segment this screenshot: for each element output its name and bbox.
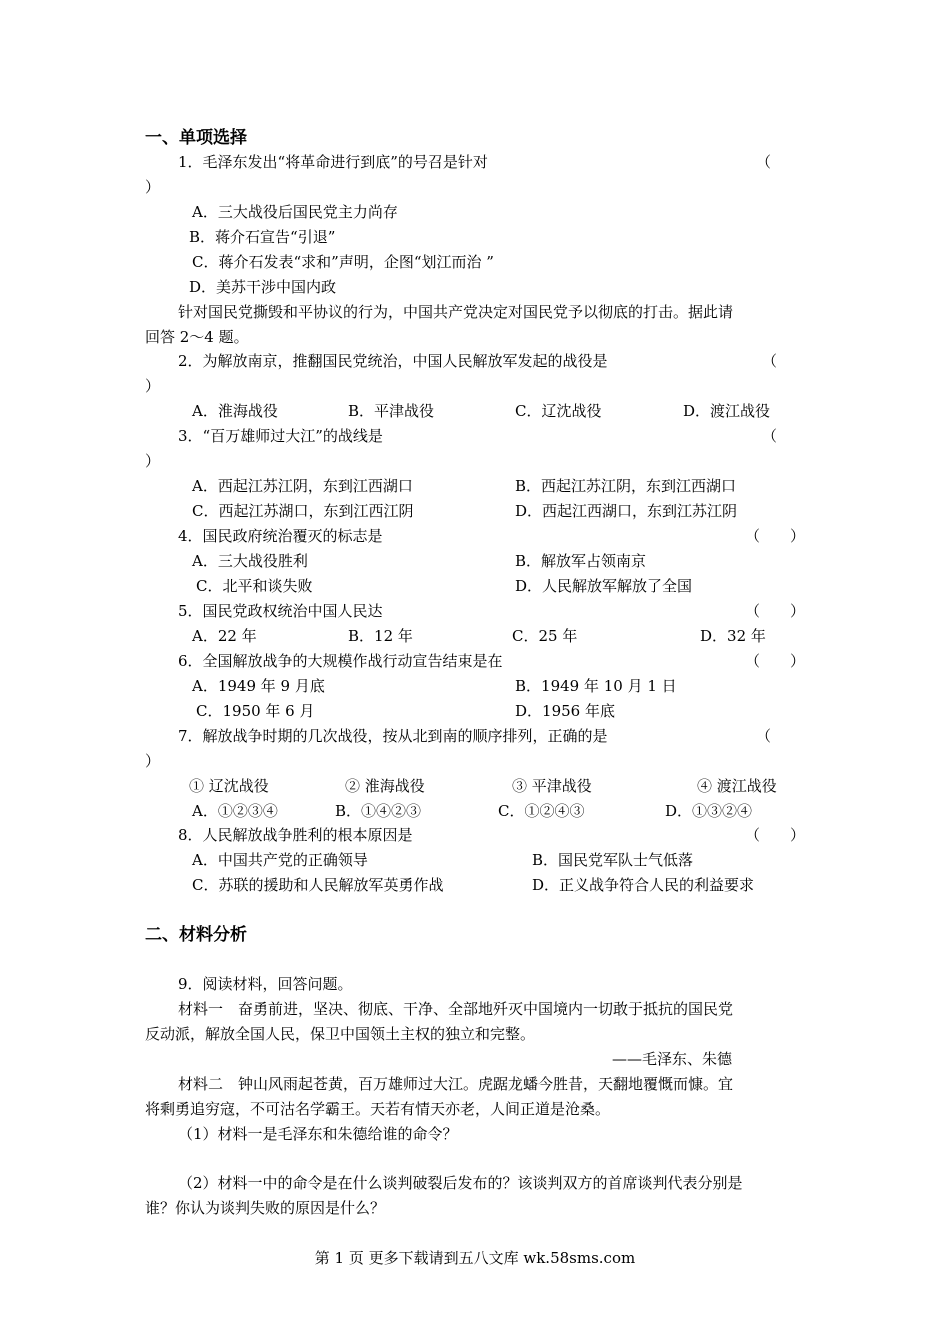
q9-material-2-line-2: 将剩勇追穷寇，不可沽名学霸王。天若有情天亦老，人间正道是沧桑。 [145,1100,611,1118]
q6-stem: 6．全国解放战争的大规模作战行动宣告结束是在 [178,652,503,670]
q3-option-a: A．西起江苏江阴，东到江西湖口 [192,477,413,495]
q9-part-2-line-1: （2）材料一中的命令是在什么谈判破裂后发布的？该谈判双方的首席谈判代表分别是 [178,1174,743,1192]
q4-option-b: B．解放军占领南京 [515,552,647,570]
q9-part-2-line-2: 谁？你认为谈判失败的原因是什么？ [145,1199,386,1217]
q9-part-1: （1）材料一是毛泽东和朱德给谁的命令？ [178,1125,458,1143]
q2-option-b: B．平津战役 [348,402,435,420]
page-footer: 第 1 页 更多下载请到五八文库 wk.58sms.com [314,1249,636,1267]
q8-option-c: C．苏联的援助和人民解放军英勇作战 [192,876,444,894]
q6-option-c: C．1950 年 6 月 [196,702,315,720]
q5-option-d: D．32 年 [700,627,766,645]
intro-line-1: 针对国民党撕毁和平协议的行为，中国共产党决定对国民党予以彻底的打击。据此请 [178,303,734,321]
q2-paren-close: ） [145,377,161,395]
q2-paren-open: （ [762,352,778,370]
q9-material-1-line-1: 材料一 奋勇前进，坚决、彻底、干净、全部地歼灭中国境内一切敢于抵抗的国民党 [178,1000,734,1018]
q1-option-b: B．蒋介石宣告“引退” [189,228,336,246]
section-title-1: 一、单项选择 [145,128,247,148]
q5-paren: （ ） [745,602,806,620]
q9-material-2-line-1: 材料二 钟山风雨起苍黄，百万雄师过大江。虎踞龙蟠今胜昔，天翻地覆慨而慷。宜 [178,1075,734,1093]
section-title-2: 二、材料分析 [145,925,247,945]
q1-paren-close: ） [145,178,161,196]
q2-option-a: A．淮海战役 [192,402,278,420]
q3-paren-open: （ [762,427,778,445]
q7-option-a: A．①②③④ [192,802,278,820]
q7-item-1: ① 辽沈战役 [189,777,269,795]
q7-item-4: ④ 渡江战役 [697,777,777,795]
q9-stem: 9．阅读材料，回答问题。 [178,975,353,993]
q3-option-d: D．西起江西湖口，东到江苏江阴 [515,502,738,520]
q5-option-c: C．25 年 [512,627,578,645]
q8-option-a: A．中国共产党的正确领导 [192,851,368,869]
q8-stem: 8．人民解放战争胜利的根本原因是 [178,826,413,844]
q4-option-a: A．三大战役胜利 [192,552,308,570]
q8-option-d: D．正义战争符合人民的利益要求 [532,876,755,894]
q7-stem: 7．解放战争时期的几次战役，按从北到南的顺序排列，正确的是 [178,727,608,745]
q4-stem: 4．国民政府统治覆灭的标志是 [178,527,383,545]
q7-item-3: ③ 平津战役 [512,777,592,795]
q2-stem: 2．为解放南京，推翻国民党统治，中国人民解放军发起的战役是 [178,352,608,370]
q7-option-b: B．①④②③ [335,802,422,820]
q6-option-a: A．1949 年 9 月底 [192,677,325,695]
q3-stem: 3．“百万雄师过大江”的战线是 [178,427,383,445]
q5-option-a: A．22 年 [192,627,257,645]
q5-option-b: B．12 年 [348,627,413,645]
q6-option-b: B．1949 年 10 月 1 日 [515,677,677,695]
q7-option-d: D．①③②④ [665,802,753,820]
q7-paren-open: （ [756,727,772,745]
q8-paren: （ ） [745,826,806,844]
q1-option-a: A．三大战役后国民党主力尚存 [192,203,398,221]
q7-option-c: C．①②④③ [498,802,585,820]
q6-option-d: D．1956 年底 [515,702,615,720]
q2-option-d: D．渡江战役 [683,402,771,420]
q1-option-c: C．蒋介石发表“求和”声明，企图“划江而治 ” [192,253,494,271]
intro-line-2: 回答 2～4 题。 [145,328,249,346]
q3-paren-close: ） [145,452,161,470]
q3-option-c: C．西起江苏湖口，东到江西江阴 [192,502,414,520]
q9-material-1-line-2: 反动派，解放全国人民，保卫中国领土主权的独立和完整。 [145,1025,536,1043]
q8-option-b: B．国民党军队士气低落 [532,851,694,869]
q4-paren: （ ） [745,527,806,545]
q1-option-d: D．美苏干涉中国内政 [189,278,337,296]
q4-option-d: D．人民解放军解放了全国 [515,577,693,595]
q7-paren-close: ） [145,752,161,770]
q7-item-2: ② 淮海战役 [345,777,425,795]
q2-option-c: C．辽沈战役 [515,402,602,420]
q1-stem: 1．毛泽东发出“将革命进行到底”的号召是针对 [178,153,488,171]
q6-paren: （ ） [745,652,806,670]
q4-option-c: C．北平和谈失败 [196,577,313,595]
q3-option-b: B．西起江苏江阴，东到江西湖口 [515,477,737,495]
q5-stem: 5．国民党政权统治中国人民达 [178,602,383,620]
q1-paren-open: （ [756,153,772,171]
q9-material-1-source: ——毛泽东、朱德 [612,1050,733,1068]
